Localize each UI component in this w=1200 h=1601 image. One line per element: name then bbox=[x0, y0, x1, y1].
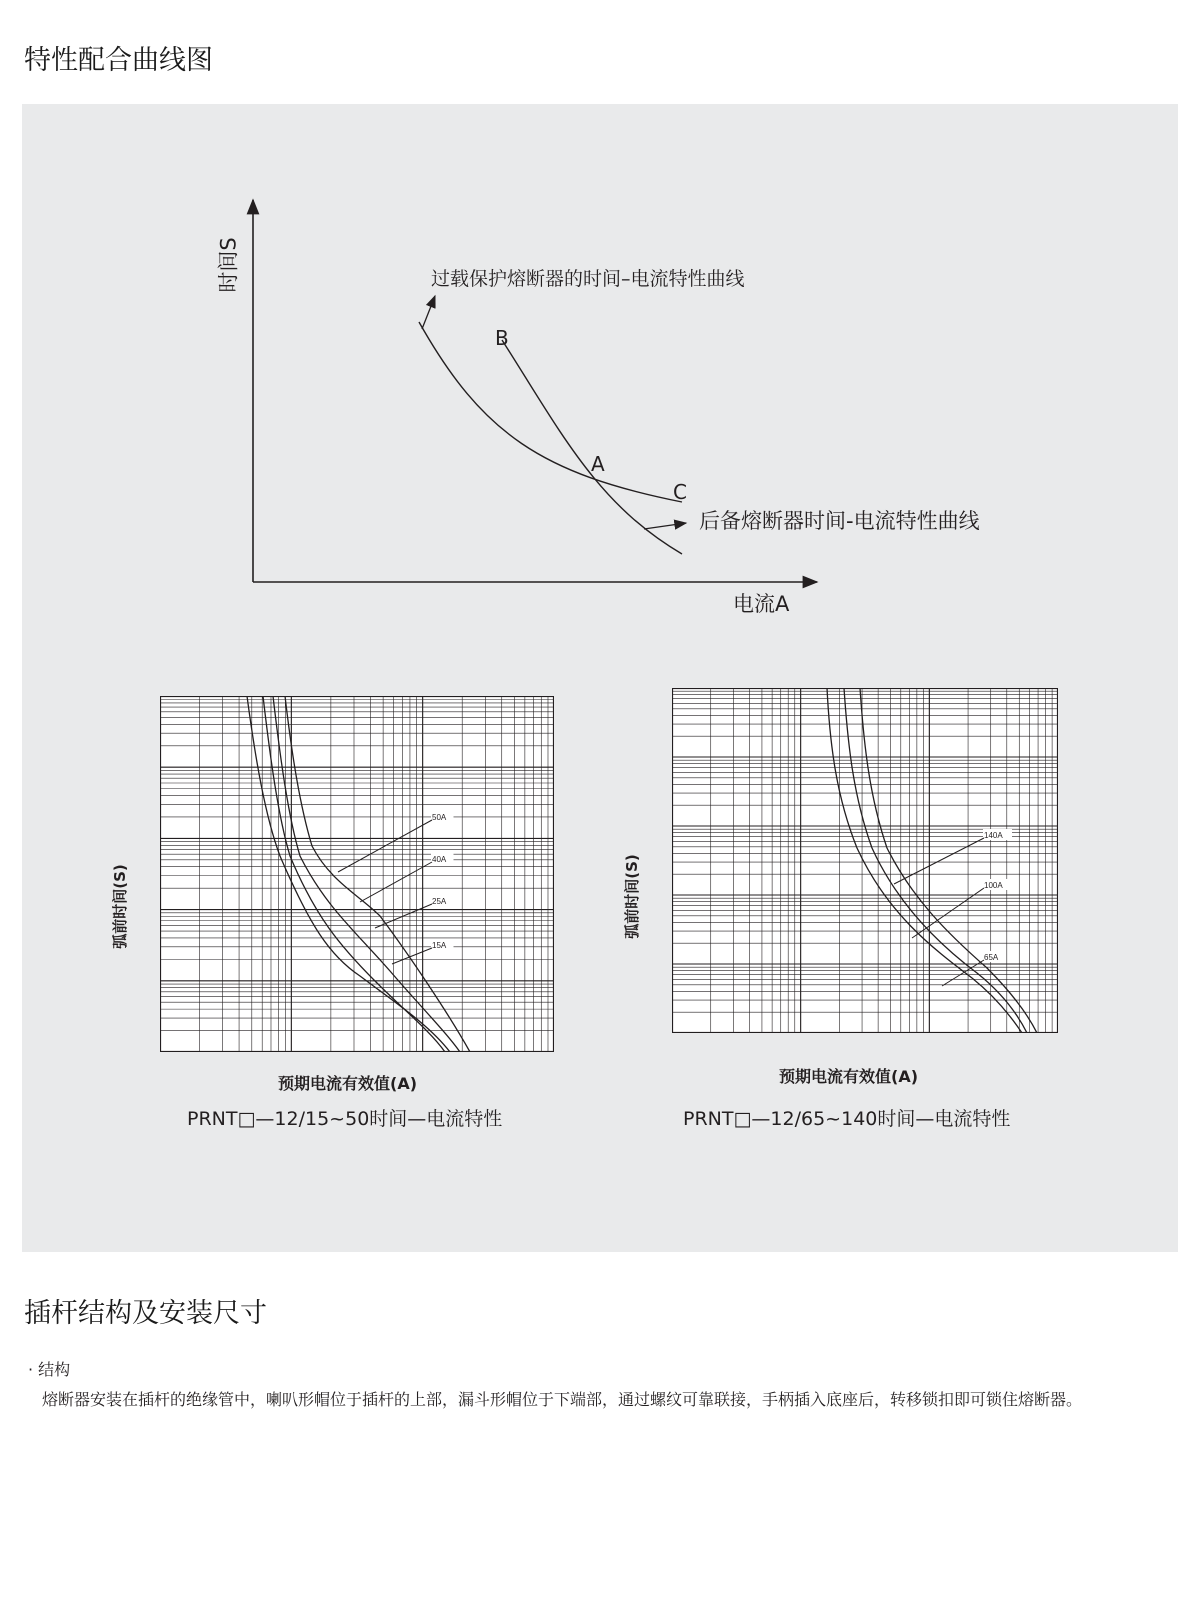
section-title-structure: 插杆结构及安装尺寸 bbox=[24, 1298, 267, 1329]
chart-left-xlabel: 预期电流有效值(A) bbox=[278, 1074, 418, 1093]
chart-right-xlabel: 预期电流有效值(A) bbox=[779, 1067, 919, 1086]
backup-fuse-curve bbox=[502, 340, 682, 554]
curves-panel bbox=[22, 104, 1178, 1252]
structure-paragraph: 熔断器安装在插杆的绝缘管中，喇叭形帽位于插杆的上部，漏斗形帽位于下端部，通过螺纹可靠联接，手柄插入底座后，转移锁扣即可锁住熔断器。 bbox=[42, 1390, 1083, 1409]
chart-right-caption: PRNT□—12/65~140时间—电流特性 bbox=[683, 1108, 1011, 1130]
backup-label-pointer bbox=[644, 523, 686, 529]
backup-curve-label: 后备熔断器时间-电流特性曲线 bbox=[699, 509, 980, 533]
plot-frame bbox=[161, 697, 554, 1052]
chart-left-plot bbox=[160, 696, 554, 1052]
section-title-characteristic-curves: 特性配合曲线图 bbox=[24, 45, 213, 76]
point-a-label: A bbox=[591, 452, 605, 476]
label-15a: 15A bbox=[432, 941, 447, 950]
x-axis-label: 电流A bbox=[733, 592, 790, 616]
coordination-curve-diagram bbox=[22, 104, 1178, 664]
label-40a: 40A bbox=[432, 855, 447, 864]
chart-right bbox=[672, 688, 1058, 1033]
label-65a: 65A bbox=[984, 953, 999, 962]
label-100a: 100A bbox=[984, 881, 1003, 890]
chart-left bbox=[160, 696, 554, 1052]
chart-right-plot bbox=[672, 688, 1058, 1033]
structure-bullet: · 结构 bbox=[28, 1360, 71, 1379]
overload-label-pointer bbox=[422, 296, 435, 329]
chart-right-ylabel: 弧前时间(S) bbox=[622, 854, 641, 939]
point-c-label: C bbox=[673, 480, 687, 504]
point-b-label: B bbox=[495, 326, 509, 350]
y-axis-label: 时间S bbox=[216, 237, 241, 293]
label-25a: 25A bbox=[432, 897, 447, 906]
label-50a: 50A bbox=[432, 813, 447, 822]
chart-left-ylabel: 弧前时间(S) bbox=[110, 864, 129, 949]
overload-fuse-curve bbox=[419, 322, 682, 502]
overload-curve-label: 过载保护熔断器的时间–电流特性曲线 bbox=[431, 268, 745, 290]
chart-left-caption: PRNT□—12/15~50时间—电流特性 bbox=[187, 1108, 503, 1130]
label-140a: 140A bbox=[984, 831, 1003, 840]
